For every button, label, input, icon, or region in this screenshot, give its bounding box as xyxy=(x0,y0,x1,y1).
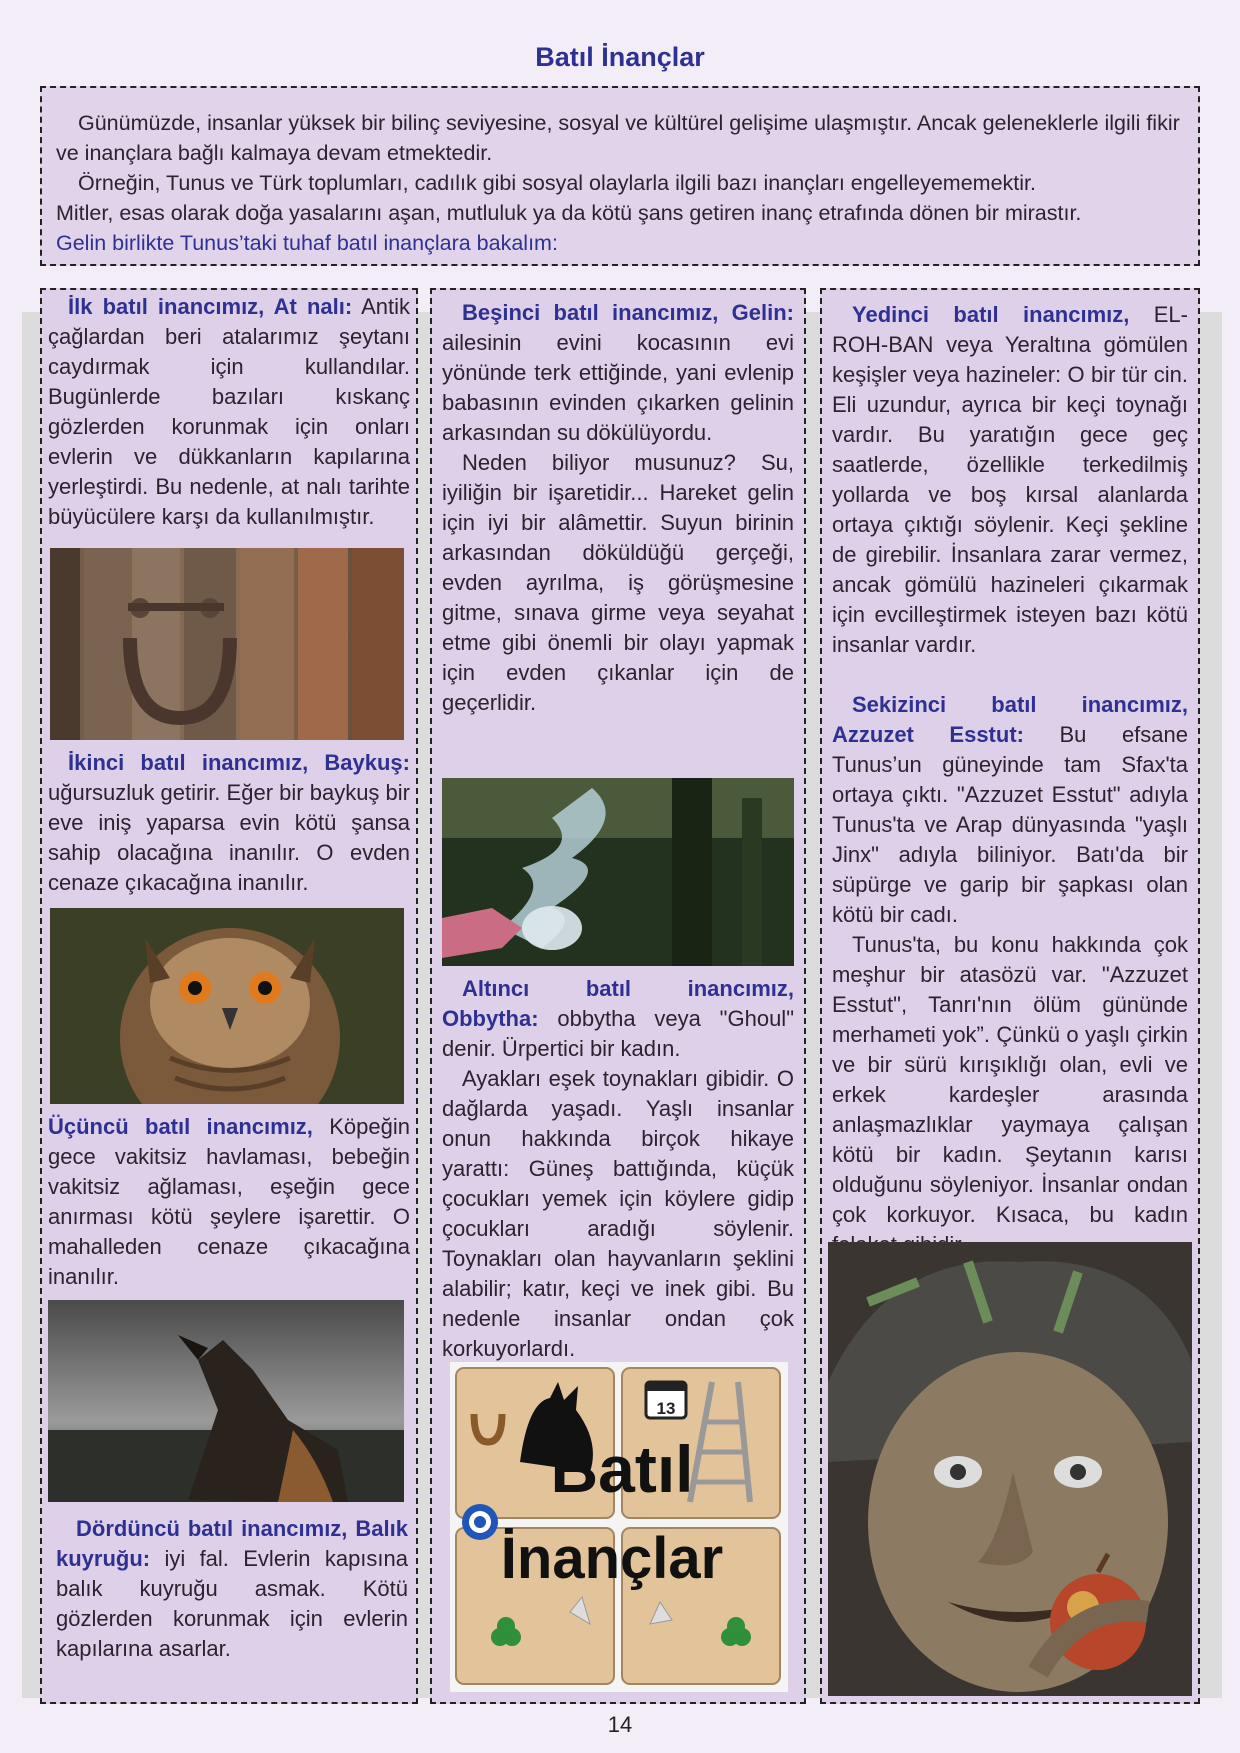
belief-heading: Dördüncü batıl inancımız, Balık kuyruğu: xyxy=(56,1516,408,1571)
water-splash-image xyxy=(442,778,794,966)
poster-word-2: İnançlar xyxy=(500,1526,724,1591)
belief-heading: Sekizinci batıl inancımız, Azzuzet Esstut: xyxy=(832,692,1188,747)
belief-dog xyxy=(48,1112,410,1292)
witch-image xyxy=(828,1242,1192,1696)
belief-text: EL-ROH-BAN veya Yeraltına gömülen keşişler veya hazineler: O bir tür cin. Eli uzundur, ayrıca bir keçi toynağı vardır. Bu yaratığın gece geç saatlerde, özellikle terkedilmiş yollarda ve boş kırsal alanlarda ortaya çıktığı söylenir. Keçi şekline de girebilir. İnsanlara zarar vermez, ancak gömülü hazineleri çıkarmak için evcilleştirmek isteyen bazı kötü insanlar vardır. xyxy=(832,302,1188,657)
intro-paragraph-1: Günümüzde, insanlar yüksek bir bilinç seviyesine, sosyal ve kültürel gelişime ulaşmıştır. Ancak geleneklerle ilgili fikir ve inançlara bağlı kalmaya devam etmektedir. xyxy=(56,111,1180,165)
superstitions-poster-image xyxy=(450,1362,788,1692)
intro-paragraph-3: Mitler, esas olarak doğa yasalarını aşan, mutluluk ya da kötü şans getiren inanç etrafında dönen bir mirastır. xyxy=(56,201,1082,225)
belief-fishtail xyxy=(56,1514,408,1664)
belief-heading: Altıncı batıl inancımız, Obbytha: xyxy=(442,976,794,1031)
belief-text: iyi fal. Evlerin kapısına balık kuyruğu asmak. Kötü gözlerden korunmak için evlerin kapılarına asarlar. xyxy=(56,1546,408,1661)
belief-text: obbytha veya "Ghoul" denir. Ürpertici bir kadın. xyxy=(442,1006,794,1061)
belief-text: Tunus'ta, bu konu hakkında çok meşhur bir atasözü var. "Azzuzet Esstut", Tanrı'nın ölüm gününde merhameti yok”. Çünkü o yaşlı çirkin ve bir sürü kırışıklığı olan, evli ve erkek kardeşler arasında anlaşmazlıklar yaymaya çalışan kötü bir kadın. Şeytanın karısı olduğunu söyleniyor. İnsanlar ondan çok korkuyor. Kısaca, bu kadın xyxy=(832,932,1188,1227)
intro-paragraph-2: Örneğin, Tunus ve Türk toplumları, cadılık gibi sosyal olaylarla ilgili bazı inançları engelleyememektir. xyxy=(78,171,1036,195)
belief-horseshoe xyxy=(48,292,410,532)
intro-box xyxy=(40,86,1200,266)
belief-heading: İlk batıl inancımız, At nalı: xyxy=(68,294,353,319)
column-right xyxy=(820,288,1200,1704)
howling-dog-image xyxy=(48,1300,404,1502)
belief-azzuzet-esstut xyxy=(832,690,1188,1260)
column-middle xyxy=(430,288,806,1704)
belief-text: ailesinin evini kocasının evi yönünde terk ettiğinde, yani evlenip babasının evinden çıkarken gelinin arkasından su dökülüyordu. xyxy=(442,330,794,445)
page-title: Batıl İnançlar xyxy=(535,42,705,72)
owl-image xyxy=(50,908,404,1104)
poster-word-1: Batıl xyxy=(550,1432,694,1506)
page-number: 14 xyxy=(607,1712,633,1737)
belief-heading: Yedinci batıl inancımız, xyxy=(852,302,1130,327)
belief-heading: Beşinci batıl inancımız, Gelin: xyxy=(462,300,794,325)
belief-text: Bu efsane Tunus’un güneyinde tam Sfax'ta ortaya çıktı. "Azzuzet Esstut" adıyla Tunus'ta ve Arap dünyasında "yaşlı Jinx" adıyla biliniyor. Batı'da bir süpürge ve garip bir şapkası olan kötü bir cadı. xyxy=(832,722,1189,927)
belief-text: Antik çağlardan beri atalarımız şeytanı caydırmak için kullandılar. Bugünlerde bazıları kıskanç gözlerden korunmak için onları evlerin ve dükkanların kapılarına yerleştirdi. Bu nedenle, at nalı tarihte büyücülere karşı da kullanılmıştır. xyxy=(48,294,410,529)
belief-text: Neden biliyor musunuz? Su, iyiliğin bir işaretidir... Hareket gelin için iyi bir alâmettir. Suyun birinin arkasından döküldüğü gerçeği, evden ayrılma, iş görüşmesine gitme, sınava girme veya seyahat etme gibi önemli bir olayı yapmak için evden çıkanlar için de geçerlidir. xyxy=(442,450,794,715)
belief-text: uğursuzluk getirir. Eğer bir baykuş bir eve iniş yaparsa evin kötü şansa sahip olacağına inanılır. O evden cenaze çıkacağına inanılır. xyxy=(48,780,410,895)
belief-text: Köpeğin gece vakitsiz havlaması, bebeğin vakitsiz ağlaması, eşeğin gece anırması kötü şeylere işarettir. O mahalleden cenaze çıkacağına inanılır. xyxy=(48,1114,410,1289)
belief-el-rohban xyxy=(832,300,1188,660)
horseshoe-door-image xyxy=(50,548,404,740)
column-left xyxy=(40,288,418,1704)
belief-bride xyxy=(442,298,794,718)
belief-text: Ayakları eşek toynakları gibidir. O dağlarda yaşadı. Yaşlı insanlar onun hakkında birçok hikaye yarattı: Güneş battığında, küçük çocukları yemek için köylere gidip çocukları aradığı söylenir. Toynakları olan hayvanların şeklini alabilir; katır, keçi ve inek gibi. Bu nedenle insanlar ondan çok korkuyorlardı. xyxy=(442,1066,794,1361)
poster-calendar-number: 13 xyxy=(656,1399,676,1418)
belief-obbytha xyxy=(442,974,794,1364)
belief-heading: Üçüncü batıl inancımız, xyxy=(48,1114,313,1139)
belief-heading: İkinci batıl inancımız, Baykuş: xyxy=(68,750,410,775)
belief-owl xyxy=(48,748,410,898)
intro-invite: Gelin birlikte Tunus’taki tuhaf batıl inançlara bakalım: xyxy=(56,231,558,255)
